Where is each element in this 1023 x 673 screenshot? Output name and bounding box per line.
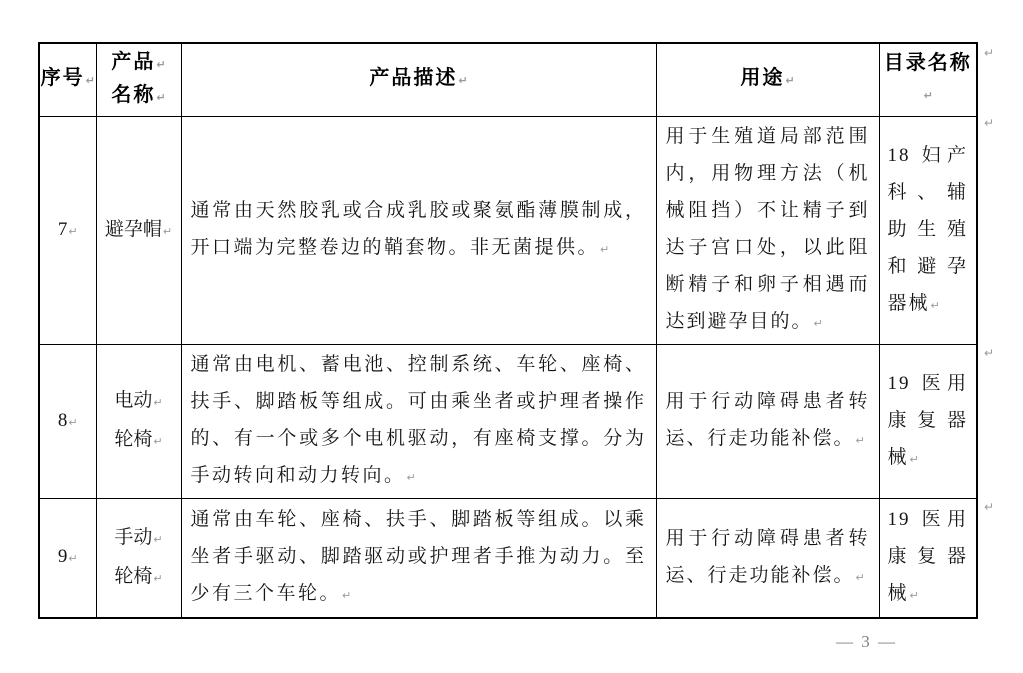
page-number: — 3 —: [836, 632, 897, 651]
product-name: 避孕帽: [104, 218, 162, 240]
return-mark-icon: ↵: [785, 74, 795, 88]
return-mark-icon: ↵: [813, 317, 823, 330]
cell-description-9: [181, 498, 656, 618]
cell-product-name-7: [96, 116, 181, 344]
cell-product-name-9: [96, 498, 181, 618]
product-usage: 用于行动障碍患者转运、行走功能补偿。: [665, 391, 870, 449]
return-mark-icon: ↵: [600, 243, 610, 256]
product-usage: 用于行动障碍患者转运、行走功能补偿。: [665, 527, 870, 586]
return-mark-icon: ↵: [68, 224, 78, 238]
return-mark-icon: ↵: [153, 435, 163, 448]
serial-number: 9: [57, 546, 68, 568]
product-name-line1: 电动: [114, 390, 153, 411]
header-cell-serial: [39, 43, 96, 116]
return-mark-icon: ↵: [156, 90, 166, 104]
return-mark-icon: ↵: [930, 298, 940, 312]
catalog-name: 19 医用康复器械: [887, 509, 968, 605]
header-cell-catalog: [879, 43, 977, 116]
return-mark-icon: ↵: [162, 224, 173, 238]
cell-catalog-7: [879, 116, 977, 344]
cell-description-8: [181, 344, 656, 498]
table-row: [39, 498, 977, 618]
catalog-name: 19 医用康复器械: [887, 372, 968, 468]
header-cell-usage: [656, 43, 879, 116]
cell-product-name-8: [96, 344, 181, 498]
catalog-name: 18 妇产科、辅助生殖和避孕器械: [887, 144, 968, 314]
header-cell-description: [181, 43, 656, 116]
return-mark-icon: ↵: [342, 589, 352, 603]
return-mark-icon: ↵: [85, 74, 95, 88]
return-mark-icon: ↵: [153, 571, 163, 585]
product-name-line2: 轮椅: [114, 429, 153, 450]
cell-serial-8: [39, 344, 96, 498]
row-end-mark-icon: ↵: [984, 116, 995, 130]
table-header-row: [39, 43, 977, 116]
serial-number: 8: [57, 409, 68, 431]
product-table: [38, 42, 978, 619]
return-mark-icon: ↵: [458, 74, 468, 88]
return-mark-icon: ↵: [68, 552, 78, 566]
row-end-mark-icon: ↵: [984, 500, 995, 514]
cell-description-7: [181, 116, 656, 344]
cell-usage-8: [656, 344, 879, 498]
cell-serial-9: [39, 498, 96, 618]
product-description: 通常由天然胶乳或合成乳胶或聚氨酯薄膜制成，开口端为完整卷边的鞘套物。非无菌提供。: [190, 200, 647, 258]
return-mark-icon: ↵: [68, 415, 78, 429]
return-mark-icon: ↵: [923, 89, 933, 103]
header-serial-label: 序号: [40, 67, 85, 90]
cell-serial-7: [39, 116, 96, 344]
header-description-label: 产品描述: [369, 67, 458, 90]
product-name-line2: 轮椅: [114, 565, 153, 587]
row-end-mark-icon: ↵: [984, 46, 995, 60]
cell-catalog-8: [879, 344, 977, 498]
table-row: [39, 344, 977, 498]
product-description: 通常由电机、蓄电池、控制系统、车轮、座椅、扶手、脚踏板等组成。可由乘坐者或护理者操作的、有一个或多个电机驱动，有座椅支撑。分为手动转向和动力转向。: [190, 354, 647, 486]
return-mark-icon: ↵: [156, 57, 166, 71]
header-cell-product-name: [96, 43, 181, 116]
return-mark-icon: ↵: [909, 452, 919, 466]
return-mark-icon: ↵: [855, 570, 865, 584]
serial-number: 7: [57, 218, 68, 240]
header-product-name-line1: 产品: [111, 50, 156, 73]
cell-catalog-9: [879, 498, 977, 618]
header-catalog-label: 目录名称: [883, 52, 972, 75]
table-row: [39, 116, 977, 344]
product-usage: 用于生殖道局部范围内，用物理方法（机械阻挡）不让精子到达子宫口处，以此阻断精子和卵子相遇而达到避孕目的。: [665, 126, 870, 332]
return-mark-icon: ↵: [855, 434, 865, 447]
cell-usage-7: [656, 116, 879, 344]
return-mark-icon: ↵: [909, 589, 919, 603]
header-product-name-line2: 名称: [111, 83, 156, 106]
product-description: 通常由车轮、座椅、扶手、脚踏板等组成。以乘坐者手驱动、脚踏驱动或护理者手推为动力。至少有三个车轮。: [190, 509, 647, 605]
return-mark-icon: ↵: [153, 532, 163, 546]
return-mark-icon: ↵: [406, 471, 416, 484]
header-usage-label: 用途: [740, 67, 785, 90]
product-name-line1: 手动: [114, 526, 153, 548]
return-mark-icon: ↵: [153, 396, 163, 409]
cell-usage-9: [656, 498, 879, 618]
row-end-mark-icon: ↵: [984, 346, 995, 360]
